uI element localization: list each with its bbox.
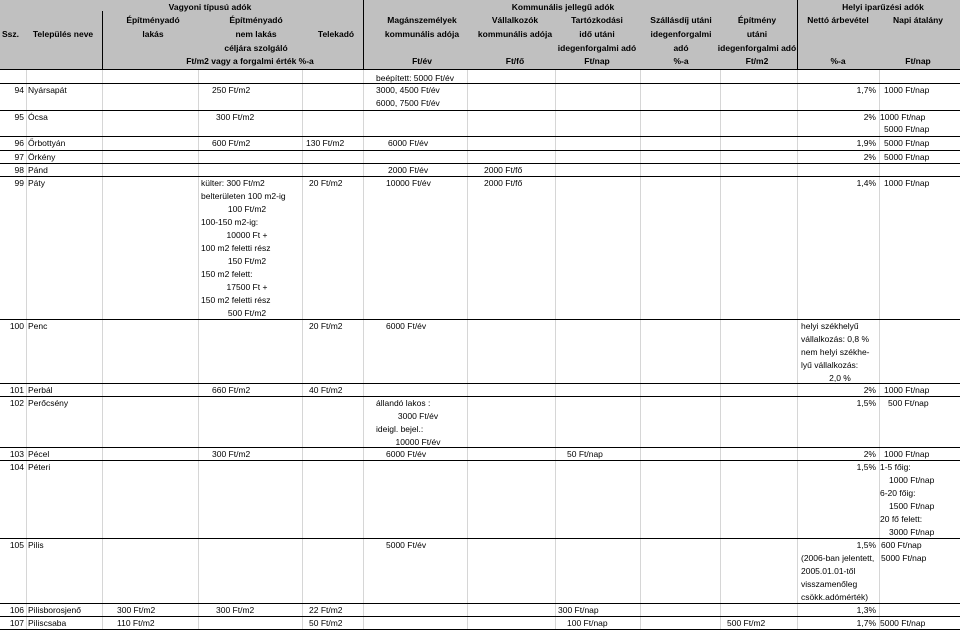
cell-ssz: 94 bbox=[14, 85, 24, 95]
cell-name: Pilisborosjenő bbox=[28, 605, 81, 615]
cell-netto: 2005.01.01-től bbox=[801, 566, 856, 576]
cell-ssz: 104 bbox=[9, 462, 24, 472]
col-netto: Nettó árbevétel bbox=[807, 15, 869, 25]
cell-netto: 2% bbox=[863, 385, 876, 395]
cell-napi: 3000 Ft/nap bbox=[889, 527, 935, 537]
cell-nem-lakas: 300 Ft/m2 bbox=[216, 605, 255, 615]
cell-name: Őrbottyán bbox=[28, 138, 66, 148]
cell-ssz: 105 bbox=[9, 540, 24, 550]
cell-netto: visszamenőleg bbox=[801, 579, 858, 589]
cell-napi: 1000 Ft/nap bbox=[884, 85, 930, 95]
hdr-sep bbox=[102, 11, 103, 69]
cell-napi: 1000 Ft/nap bbox=[880, 112, 926, 122]
cell-napi: 5000 Ft/nap bbox=[884, 138, 930, 148]
cell-nem-lakas: 150 m2 felett: bbox=[201, 269, 253, 279]
col-szallasdij-1: Szállásdíj utáni bbox=[650, 15, 712, 25]
cell-maganszemely: 5000 Ft/év bbox=[386, 540, 427, 550]
cell-netto: 1,7% bbox=[856, 85, 876, 95]
cell-name: Ócsa bbox=[28, 112, 48, 122]
cell-ssz: 102 bbox=[9, 398, 24, 408]
cell-netto: (2006-ban jelentett, bbox=[801, 553, 875, 563]
cell-netto: 1,9% bbox=[856, 138, 876, 148]
cell-name: Örkény bbox=[28, 152, 56, 162]
cell-szallasdij: 50 Ft/nap bbox=[567, 449, 603, 459]
cell-name: Páty bbox=[28, 178, 46, 188]
cell-ssz: 96 bbox=[14, 138, 24, 148]
col-epitmeny-nem-lakas-1: Építményadó bbox=[229, 15, 283, 25]
col-epitmeny-nem-lakas-2: nem lakás bbox=[235, 29, 277, 39]
cell-netto: 1,5% bbox=[856, 540, 876, 550]
cell-nem-lakas: külter: 300 Ft/m2 bbox=[201, 178, 265, 188]
cell-name: Nyársapát bbox=[28, 85, 67, 95]
cell-name: Piliscsaba bbox=[28, 618, 67, 628]
col-szallasdij-3: adó bbox=[673, 43, 689, 53]
cell-telek: 20 Ft/m2 bbox=[309, 178, 343, 188]
cell-vallalkozo: állandó lakos : bbox=[376, 398, 431, 408]
cell-telek: 20 Ft/m2 bbox=[309, 321, 343, 331]
cell-netto: 1,5% bbox=[856, 462, 876, 472]
cell-name: Perbál bbox=[28, 385, 53, 395]
hdr-sep bbox=[797, 0, 798, 69]
col-vallalkozok-2: kommunális adója bbox=[477, 29, 553, 39]
col-napi: Napi átalány bbox=[892, 15, 944, 25]
cell-napi: 5000 Ft/nap bbox=[880, 618, 926, 628]
cell-tartozkodasi: 2000 Ft/fő bbox=[484, 178, 523, 188]
hdr-sep bbox=[363, 0, 364, 69]
cell-nem-lakas: 150 m2 feletti rész bbox=[201, 295, 271, 305]
cell-vallalkozo: ideigl. bejel.: bbox=[376, 424, 424, 434]
col-epitmeny-lakas-2: lakás bbox=[142, 29, 164, 39]
cell-ssz: 98 bbox=[14, 165, 24, 175]
col-epitmeny-utani-1: Építmény bbox=[737, 15, 777, 25]
cell-napi: 1000 Ft/nap bbox=[884, 178, 930, 188]
cell-netto: nem helyi székhe- bbox=[801, 347, 870, 357]
cell-telek: 22 Ft/m2 bbox=[309, 605, 343, 615]
cell-napi: 5000 Ft/nap bbox=[884, 152, 930, 162]
unit-ft-fo: Ft/fő bbox=[505, 56, 525, 66]
col-ssz: Ssz. bbox=[2, 29, 20, 39]
cell-maganszemely: 6000 Ft/év bbox=[386, 449, 427, 459]
cell-ssz: 99 bbox=[14, 178, 24, 188]
cell-napi: 20 fő felett: bbox=[880, 514, 923, 524]
cell-name: Perőcsény bbox=[28, 398, 69, 408]
cell-netto: csökk.adómérték) bbox=[801, 592, 869, 602]
cell-ssz: 101 bbox=[9, 385, 24, 395]
cell-napi: 5000 Ft/nap bbox=[884, 124, 930, 134]
cell-lakas: 300 Ft/m2 bbox=[216, 112, 255, 122]
cell-telek: 50 Ft/m2 bbox=[309, 618, 343, 628]
cell-maganszemely: 3000, 4500 Ft/év bbox=[376, 85, 440, 95]
cell-lakas: 300 Ft/m2 bbox=[212, 449, 251, 459]
cell-tartozkodasi: 2000 Ft/fő bbox=[484, 165, 523, 175]
cell-ssz: 95 bbox=[14, 112, 24, 122]
unit-szazalek: %-a bbox=[673, 56, 689, 66]
cell-netto: 2,0 % bbox=[829, 373, 851, 383]
cell-maganszemely: 6000 Ft/év bbox=[388, 138, 429, 148]
cell-maganszemely: beépített: 5000 Ft/év bbox=[376, 73, 454, 83]
cell-name: Pánd bbox=[28, 165, 48, 175]
col-maganszemelyek-2: kommunális adója bbox=[384, 29, 460, 39]
cell-napi: 500 Ft/nap bbox=[888, 398, 929, 408]
group-vagyoni: Vagyoni típusú adók bbox=[168, 2, 252, 12]
cell-nem-lakas: 100 m2 feletti rész bbox=[201, 243, 271, 253]
cell-maganszemely: 6000, 7500 Ft/év bbox=[376, 98, 440, 108]
unit-szazalek-2: %-a bbox=[830, 56, 846, 66]
cell-lakas: 300 Ft/m2 bbox=[117, 605, 156, 615]
hdr-bottom bbox=[0, 69, 960, 70]
cell-maganszemely: 6000 Ft/év bbox=[386, 321, 427, 331]
cell-netto: 1,5% bbox=[856, 398, 876, 408]
cell-netto: 2% bbox=[863, 112, 876, 122]
cell-nem-lakas: 17500 Ft + bbox=[226, 282, 268, 292]
cell-napi: 1000 Ft/nap bbox=[889, 475, 935, 485]
cell-vallalkozo: 10000 Ft/év bbox=[395, 437, 441, 447]
col-tartozkodasi-3: idegenforgalmi adó bbox=[557, 43, 637, 53]
cell-name: Péteri bbox=[28, 462, 51, 472]
cell-szallasdij: 100 Ft/nap bbox=[567, 618, 608, 628]
cell-nem-lakas: 150 Ft/m2 bbox=[227, 256, 267, 266]
cell-maganszemely: 10000 Ft/év bbox=[386, 178, 431, 188]
cell-ssz: 97 bbox=[14, 152, 24, 162]
cell-napi: 1000 Ft/nap bbox=[884, 385, 930, 395]
cell-telek: 40 Ft/m2 bbox=[309, 385, 343, 395]
cell-lakas: 110 Ft/m2 bbox=[117, 618, 155, 628]
cell-nem-lakas: 10000 Ft + bbox=[226, 230, 268, 240]
cell-napi: 1500 Ft/nap bbox=[889, 501, 935, 511]
cell-name: Pécel bbox=[28, 449, 50, 459]
cell-name: Pilis bbox=[28, 540, 44, 550]
unit-ft-nap: Ft/nap bbox=[584, 56, 610, 66]
col-tartozkodasi-2: idő utáni bbox=[579, 29, 615, 39]
cell-name: Penc bbox=[28, 321, 48, 331]
cell-ssz: 100 bbox=[9, 321, 24, 331]
cell-ssz: 103 bbox=[9, 449, 24, 459]
cell-netto: 1,4% bbox=[856, 178, 876, 188]
cell-nem-lakas: 100 Ft/m2 bbox=[227, 204, 267, 214]
col-epitmeny-nem-lakas-3: céljára szolgáló bbox=[224, 43, 288, 53]
col-maganszemelyek-1: Magánszemélyek bbox=[387, 15, 457, 25]
unit-ft-nap-2: Ft/nap bbox=[905, 56, 931, 66]
cell-vallalkozo: 3000 Ft/év bbox=[397, 411, 439, 421]
unit-ft-m2-forgalmi: Ft/m2 vagy a forgalmi érték %-a bbox=[186, 56, 314, 66]
cell-netto: lyű vállalkozás: bbox=[801, 360, 859, 370]
col-vallalkozok-1: Vállalkozók bbox=[491, 15, 539, 25]
col-telepules: Település neve bbox=[32, 29, 94, 39]
cell-epitmeny-utani: 500 Ft/m2 bbox=[727, 618, 766, 628]
cell-napi: 600 Ft/nap bbox=[881, 540, 922, 550]
cell-lakas: 600 Ft/m2 bbox=[212, 138, 251, 148]
col-telekado: Telekadó bbox=[317, 29, 355, 39]
group-kommunalis: Kommunális jellegű adók bbox=[511, 2, 615, 12]
cell-netto: 1,3% bbox=[856, 605, 876, 615]
cell-napi: 6-20 főig: bbox=[880, 488, 916, 498]
col-tartozkodasi-1: Tartózkodási bbox=[571, 15, 623, 25]
col-epitmeny-utani-2: utáni bbox=[746, 29, 768, 39]
cell-lakas: 660 Ft/m2 bbox=[212, 385, 251, 395]
cell-napi: 1-5 főig: bbox=[880, 462, 911, 472]
cell-ssz: 106 bbox=[9, 605, 24, 615]
cell-maganszemely: 2000 Ft/év bbox=[388, 165, 429, 175]
cell-netto: vállalkozás: 0,8 % bbox=[801, 334, 870, 344]
cell-netto: helyi székhelyű bbox=[801, 321, 859, 331]
unit-ft-ev: Ft/év bbox=[412, 56, 432, 66]
col-szallasdij-2: idegenforgalmi bbox=[650, 29, 712, 39]
cell-telek: 130 Ft/m2 bbox=[306, 138, 345, 148]
col-epitmeny-utani-3: idegenforgalmi adó bbox=[717, 43, 797, 53]
cell-netto: 1,7% bbox=[856, 618, 876, 628]
cell-netto: 2% bbox=[863, 449, 876, 459]
cell-ssz: 107 bbox=[9, 618, 24, 628]
cell-nem-lakas: belterületen 100 m2-ig bbox=[201, 191, 286, 201]
cell-netto: 2% bbox=[863, 152, 876, 162]
cell-szallasdij: 300 Ft/nap bbox=[558, 605, 599, 615]
cell-nem-lakas: 100-150 m2-ig: bbox=[201, 217, 259, 227]
cell-lakas: 250 Ft/m2 bbox=[212, 85, 251, 95]
col-epitmeny-lakas-1: Építményadó bbox=[126, 15, 180, 25]
cell-napi: 1000 Ft/nap bbox=[884, 449, 930, 459]
group-helyi-ipar: Helyi iparűzési adók bbox=[842, 2, 924, 12]
unit-ft-m2: Ft/m2 bbox=[745, 56, 769, 66]
cell-nem-lakas: 500 Ft/m2 bbox=[227, 308, 267, 318]
cell-napi: 5000 Ft/nap bbox=[881, 553, 927, 563]
